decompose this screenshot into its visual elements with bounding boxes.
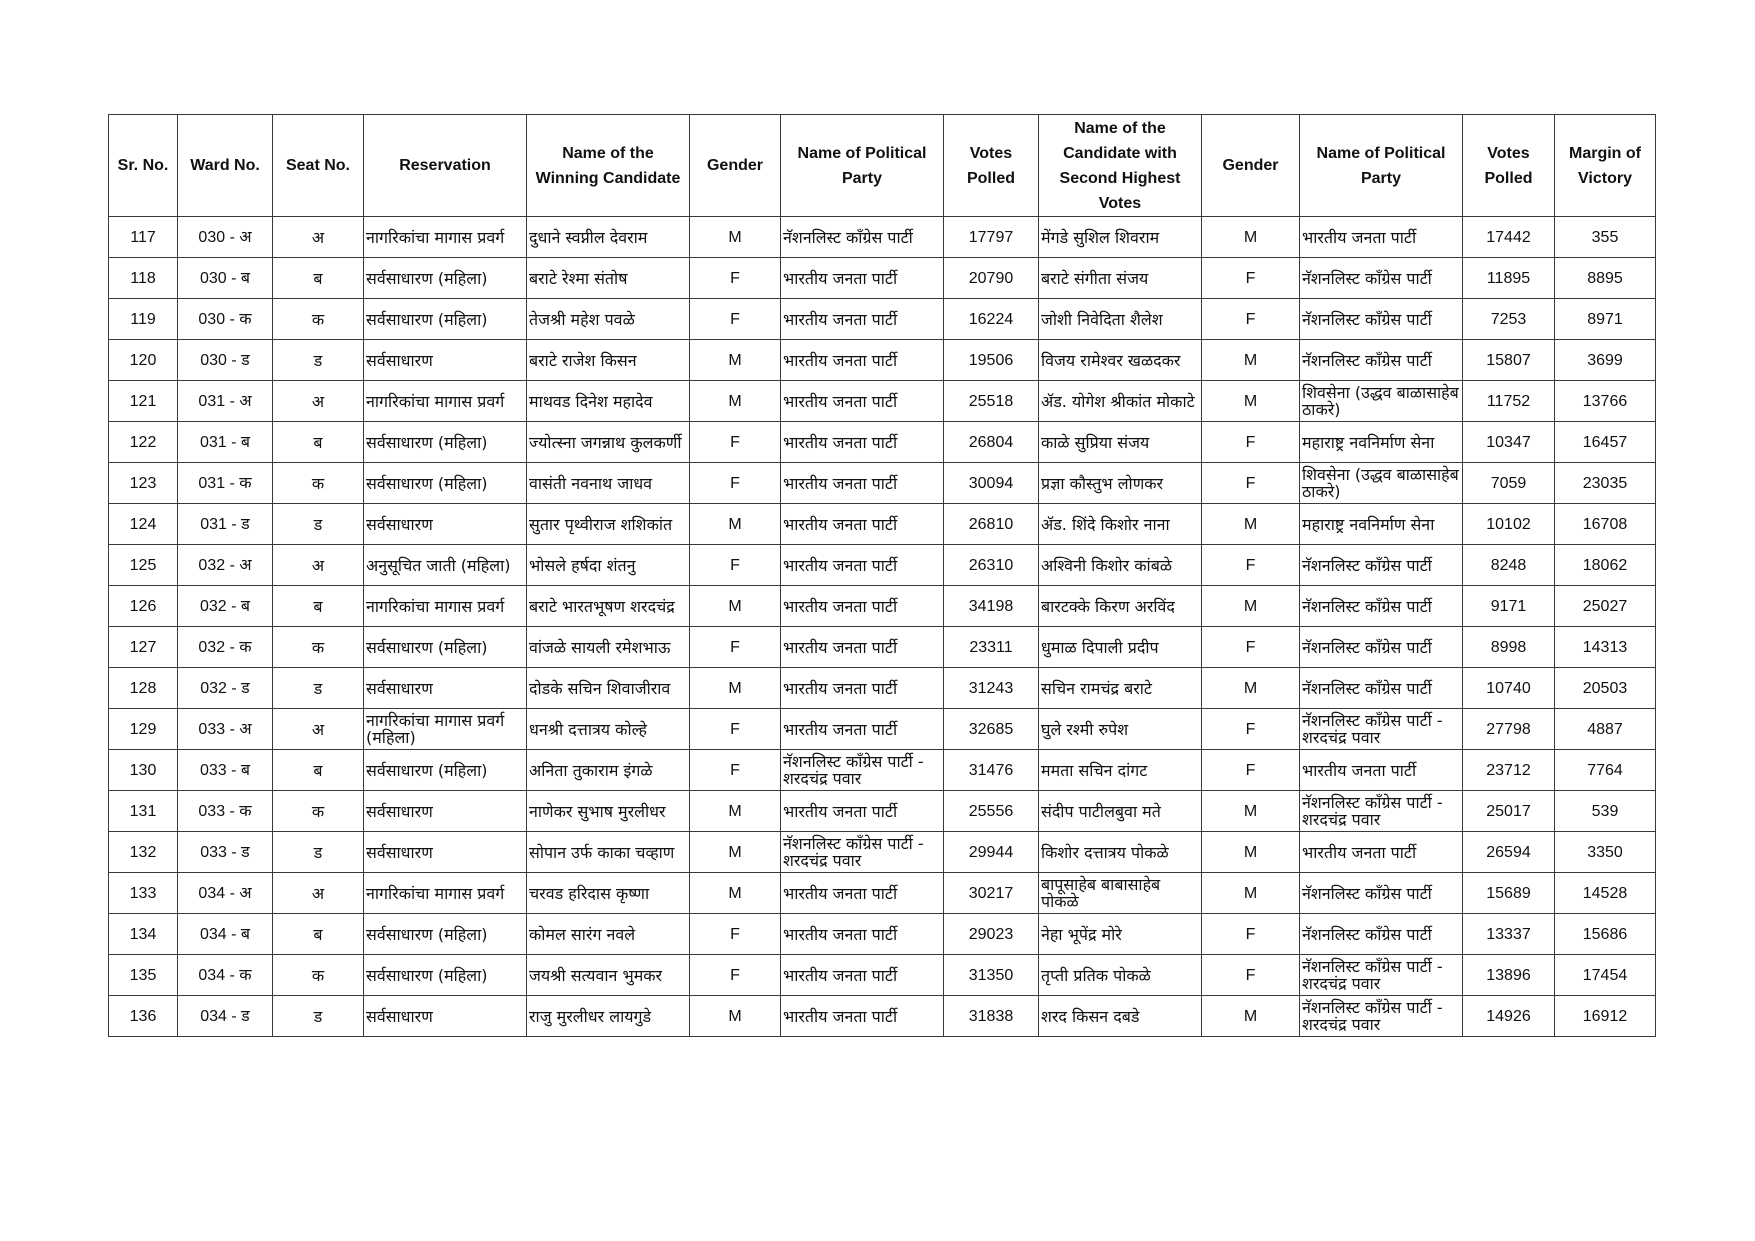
table-row	[109, 709, 1656, 750]
table-row	[109, 832, 1656, 873]
runner-up-party-cell: भारतीय जनता पार्टी	[1300, 217, 1463, 258]
ward-no-cell: 034 - ब	[178, 914, 273, 955]
reservation-cell: सर्वसाधारण (महिला)	[364, 463, 527, 504]
seat-no-cell: ब	[273, 258, 364, 299]
seat-no-cell: ब	[273, 750, 364, 791]
seat-no-cell: क	[273, 463, 364, 504]
runner-up-party-cell: भारतीय जनता पार्टी	[1300, 832, 1463, 873]
winner-votes-cell: 31350	[944, 955, 1039, 996]
runner-up-party-cell: महाराष्ट्र नवनिर्माण सेना	[1300, 504, 1463, 545]
winner-name-cell: चरवड हरिदास कृष्णा	[527, 873, 690, 914]
runner-up-gender-cell: F	[1202, 627, 1300, 668]
margin-cell: 8971	[1555, 299, 1656, 340]
runner-up-party-cell: भारतीय जनता पार्टी	[1300, 750, 1463, 791]
winner-party-cell: भारतीय जनता पार्टी	[781, 299, 944, 340]
table-row	[109, 299, 1656, 340]
winner-name-cell: भोसले हर्षदा शंतनु	[527, 545, 690, 586]
winner-votes-cell: 26310	[944, 545, 1039, 586]
margin-cell: 355	[1555, 217, 1656, 258]
winner-party-cell: भारतीय जनता पार्टी	[781, 873, 944, 914]
winner-votes-cell: 26804	[944, 422, 1039, 463]
reservation-cell: सर्वसाधारण	[364, 996, 527, 1037]
reservation-cell: नागरिकांचा मागास प्रवर्ग	[364, 873, 527, 914]
table-row	[109, 258, 1656, 299]
winner-name-cell: ज्योत्स्ना जगन्नाथ कुलकर्णी	[527, 422, 690, 463]
reservation-cell: सर्वसाधारण	[364, 340, 527, 381]
winner-name-cell: वासंती नवनाथ जाधव	[527, 463, 690, 504]
table-body	[109, 217, 1656, 1037]
runner-up-gender-cell: M	[1202, 381, 1300, 422]
runner-up-name-cell: काळे सुप्रिया संजय	[1039, 422, 1202, 463]
sr-no-cell: 131	[109, 791, 178, 832]
seat-no-cell: अ	[273, 873, 364, 914]
runner-up-votes-cell: 13896	[1463, 955, 1555, 996]
table-row	[109, 586, 1656, 627]
seat-no-cell: ड	[273, 668, 364, 709]
ward-no-cell: 031 - ब	[178, 422, 273, 463]
runner-up-party-cell: नॅशनलिस्ट काँग्रेस पार्टी - शरदचंद्र पवार	[1300, 996, 1463, 1037]
sr-no-cell: 119	[109, 299, 178, 340]
table-row	[109, 422, 1656, 463]
runner-up-votes-cell: 10740	[1463, 668, 1555, 709]
ward-no-cell: 030 - अ	[178, 217, 273, 258]
winner-party-cell: नॅशनलिस्ट काँग्रेस पार्टी	[781, 217, 944, 258]
runner-up-name-cell: जोशी निवेदिता शैलेश	[1039, 299, 1202, 340]
table-row	[109, 791, 1656, 832]
runner-up-party-cell: शिवसेना (उद्धव बाळासाहेब ठाकरे)	[1300, 463, 1463, 504]
reservation-cell: सर्वसाधारण	[364, 668, 527, 709]
table-row	[109, 545, 1656, 586]
margin-cell: 16708	[1555, 504, 1656, 545]
reservation-cell: सर्वसाधारण (महिला)	[364, 258, 527, 299]
winner-party-cell: भारतीय जनता पार्टी	[781, 668, 944, 709]
runner-up-name-cell: धुमाळ दिपाली प्रदीप	[1039, 627, 1202, 668]
winner-gender-cell: F	[690, 627, 781, 668]
runner-up-party-cell: नॅशनलिस्ट काँग्रेस पार्टी	[1300, 668, 1463, 709]
winner-gender-cell: F	[690, 422, 781, 463]
runner-up-party-cell: नॅशनलिस्ट काँग्रेस पार्टी	[1300, 340, 1463, 381]
seat-no-cell: अ	[273, 709, 364, 750]
winner-votes-cell: 25556	[944, 791, 1039, 832]
runner-up-votes-cell: 17442	[1463, 217, 1555, 258]
header-margin: Margin of Victory	[1555, 115, 1656, 217]
runner-up-votes-cell: 10102	[1463, 504, 1555, 545]
ward-no-cell: 033 - ब	[178, 750, 273, 791]
reservation-cell: नागरिकांचा मागास प्रवर्ग	[364, 586, 527, 627]
runner-up-votes-cell: 23712	[1463, 750, 1555, 791]
runner-up-votes-cell: 11752	[1463, 381, 1555, 422]
winner-votes-cell: 26810	[944, 504, 1039, 545]
table-row	[109, 381, 1656, 422]
margin-cell: 14528	[1555, 873, 1656, 914]
winner-name-cell: वांजळे सायली रमेशभाऊ	[527, 627, 690, 668]
winner-party-cell: भारतीय जनता पार्टी	[781, 586, 944, 627]
winner-name-cell: सोपान उर्फ काका चव्हाण	[527, 832, 690, 873]
runner-up-gender-cell: F	[1202, 422, 1300, 463]
winner-party-cell: भारतीय जनता पार्टी	[781, 463, 944, 504]
runner-up-gender-cell: F	[1202, 709, 1300, 750]
ward-no-cell: 034 - क	[178, 955, 273, 996]
ward-no-cell: 034 - अ	[178, 873, 273, 914]
runner-up-gender-cell: F	[1202, 750, 1300, 791]
runner-up-gender-cell: F	[1202, 955, 1300, 996]
table-row	[109, 914, 1656, 955]
runner-up-gender-cell: M	[1202, 832, 1300, 873]
runner-up-votes-cell: 7059	[1463, 463, 1555, 504]
margin-cell: 3350	[1555, 832, 1656, 873]
seat-no-cell: ड	[273, 340, 364, 381]
margin-cell: 4887	[1555, 709, 1656, 750]
winner-name-cell: बराटे रेश्मा संतोष	[527, 258, 690, 299]
ward-no-cell: 032 - ड	[178, 668, 273, 709]
winner-gender-cell: M	[690, 504, 781, 545]
seat-no-cell: ब	[273, 422, 364, 463]
runner-up-votes-cell: 8248	[1463, 545, 1555, 586]
seat-no-cell: ब	[273, 914, 364, 955]
runner-up-name-cell: सचिन रामचंद्र बराटे	[1039, 668, 1202, 709]
table-row	[109, 955, 1656, 996]
winner-votes-cell: 16224	[944, 299, 1039, 340]
winner-party-cell: नॅशनलिस्ट काँग्रेस पार्टी - शरदचंद्र पवार	[781, 832, 944, 873]
margin-cell: 16912	[1555, 996, 1656, 1037]
runner-up-name-cell: ॲड. शिंदे किशोर नाना	[1039, 504, 1202, 545]
winner-gender-cell: M	[690, 873, 781, 914]
winner-party-cell: भारतीय जनता पार्टी	[781, 381, 944, 422]
runner-up-party-cell: नॅशनलिस्ट काँग्रेस पार्टी	[1300, 627, 1463, 668]
winner-party-cell: भारतीय जनता पार्टी	[781, 422, 944, 463]
reservation-cell: नागरिकांचा मागास प्रवर्ग	[364, 381, 527, 422]
reservation-cell: सर्वसाधारण (महिला)	[364, 422, 527, 463]
reservation-cell: सर्वसाधारण	[364, 791, 527, 832]
runner-up-name-cell: ॲड. योगेश श्रीकांत मोकाटे	[1039, 381, 1202, 422]
winner-votes-cell: 31838	[944, 996, 1039, 1037]
table-row	[109, 750, 1656, 791]
sr-no-cell: 118	[109, 258, 178, 299]
header-winner-gender: Gender	[690, 115, 781, 217]
sr-no-cell: 134	[109, 914, 178, 955]
winner-gender-cell: F	[690, 955, 781, 996]
header-runner-up-party: Name of Political Party	[1300, 115, 1463, 217]
header-winner-votes: Votes Polled	[944, 115, 1039, 217]
winner-party-cell: भारतीय जनता पार्टी	[781, 791, 944, 832]
winner-gender-cell: F	[690, 709, 781, 750]
runner-up-name-cell: किशोर दत्तात्रय पोकळे	[1039, 832, 1202, 873]
runner-up-votes-cell: 14926	[1463, 996, 1555, 1037]
table-row	[109, 873, 1656, 914]
margin-cell: 7764	[1555, 750, 1656, 791]
runner-up-party-cell: नॅशनलिस्ट काँग्रेस पार्टी	[1300, 586, 1463, 627]
reservation-cell: सर्वसाधारण (महिला)	[364, 750, 527, 791]
runner-up-name-cell: तृप्ती प्रतिक पोकळे	[1039, 955, 1202, 996]
sr-no-cell: 121	[109, 381, 178, 422]
runner-up-party-cell: शिवसेना (उद्धव बाळासाहेब ठाकरे)	[1300, 381, 1463, 422]
winner-party-cell: भारतीय जनता पार्टी	[781, 545, 944, 586]
sr-no-cell: 124	[109, 504, 178, 545]
winner-party-cell: भारतीय जनता पार्टी	[781, 504, 944, 545]
runner-up-gender-cell: F	[1202, 258, 1300, 299]
winner-gender-cell: M	[690, 217, 781, 258]
winner-gender-cell: M	[690, 996, 781, 1037]
runner-up-party-cell: नॅशनलिस्ट काँग्रेस पार्टी	[1300, 545, 1463, 586]
winner-gender-cell: F	[690, 463, 781, 504]
winner-name-cell: तेजश्री महेश पवळे	[527, 299, 690, 340]
margin-cell: 23035	[1555, 463, 1656, 504]
winner-name-cell: राजु मुरलीधर लायगुडे	[527, 996, 690, 1037]
runner-up-votes-cell: 11895	[1463, 258, 1555, 299]
runner-up-votes-cell: 15807	[1463, 340, 1555, 381]
runner-up-votes-cell: 25017	[1463, 791, 1555, 832]
winner-votes-cell: 31243	[944, 668, 1039, 709]
ward-no-cell: 033 - अ	[178, 709, 273, 750]
margin-cell: 17454	[1555, 955, 1656, 996]
winner-name-cell: दोडके सचिन शिवाजीराव	[527, 668, 690, 709]
runner-up-gender-cell: M	[1202, 996, 1300, 1037]
margin-cell: 20503	[1555, 668, 1656, 709]
sr-no-cell: 130	[109, 750, 178, 791]
margin-cell: 14313	[1555, 627, 1656, 668]
ward-no-cell: 034 - ड	[178, 996, 273, 1037]
sr-no-cell: 128	[109, 668, 178, 709]
winner-gender-cell: M	[690, 381, 781, 422]
winner-votes-cell: 32685	[944, 709, 1039, 750]
winner-name-cell: जयश्री सत्यवान भुमकर	[527, 955, 690, 996]
winner-name-cell: माथवड दिनेश महादेव	[527, 381, 690, 422]
winner-name-cell: नाणेकर सुभाष मुरलीधर	[527, 791, 690, 832]
winner-gender-cell: M	[690, 791, 781, 832]
seat-no-cell: अ	[273, 545, 364, 586]
runner-up-party-cell: नॅशनलिस्ट काँग्रेस पार्टी - शरदचंद्र पवार	[1300, 955, 1463, 996]
sr-no-cell: 123	[109, 463, 178, 504]
runner-up-name-cell: बराटे संगीता संजय	[1039, 258, 1202, 299]
margin-cell: 3699	[1555, 340, 1656, 381]
winner-votes-cell: 23311	[944, 627, 1039, 668]
runner-up-name-cell: शरद किसन दबडे	[1039, 996, 1202, 1037]
runner-up-party-cell: महाराष्ट्र नवनिर्माण सेना	[1300, 422, 1463, 463]
reservation-cell: सर्वसाधारण	[364, 504, 527, 545]
header-runner-up-votes: Votes Polled	[1463, 115, 1555, 217]
header-seat-no: Seat No.	[273, 115, 364, 217]
runner-up-votes-cell: 9171	[1463, 586, 1555, 627]
margin-cell: 15686	[1555, 914, 1656, 955]
winner-gender-cell: M	[690, 340, 781, 381]
margin-cell: 539	[1555, 791, 1656, 832]
runner-up-party-cell: नॅशनलिस्ट काँग्रेस पार्टी - शरदचंद्र पवार	[1300, 709, 1463, 750]
sr-no-cell: 136	[109, 996, 178, 1037]
table-row	[109, 217, 1656, 258]
runner-up-votes-cell: 15689	[1463, 873, 1555, 914]
winner-name-cell: सुतार पृथ्वीराज शशिकांत	[527, 504, 690, 545]
runner-up-votes-cell: 8998	[1463, 627, 1555, 668]
runner-up-party-cell: नॅशनलिस्ट काँग्रेस पार्टी	[1300, 914, 1463, 955]
winner-votes-cell: 34198	[944, 586, 1039, 627]
winner-party-cell: भारतीय जनता पार्टी	[781, 996, 944, 1037]
sr-no-cell: 125	[109, 545, 178, 586]
table-row	[109, 504, 1656, 545]
winner-gender-cell: F	[690, 750, 781, 791]
winner-party-cell: नॅशनलिस्ट काँग्रेस पार्टी - शरदचंद्र पवार	[781, 750, 944, 791]
winner-gender-cell: F	[690, 258, 781, 299]
winner-votes-cell: 20790	[944, 258, 1039, 299]
winner-name-cell: धनश्री दत्तात्रय कोल्हे	[527, 709, 690, 750]
sr-no-cell: 126	[109, 586, 178, 627]
reservation-cell: सर्वसाधारण	[364, 832, 527, 873]
winner-name-cell: कोमल सारंग नवले	[527, 914, 690, 955]
runner-up-name-cell: ममता सचिन दांगट	[1039, 750, 1202, 791]
runner-up-gender-cell: M	[1202, 217, 1300, 258]
winner-name-cell: बराटे राजेश किसन	[527, 340, 690, 381]
runner-up-name-cell: घुले रश्मी रुपेश	[1039, 709, 1202, 750]
winner-votes-cell: 30094	[944, 463, 1039, 504]
ward-no-cell: 032 - अ	[178, 545, 273, 586]
reservation-cell: सर्वसाधारण (महिला)	[364, 914, 527, 955]
header-runner-up-candidate: Name of the Candidate with Second Highest Votes	[1039, 115, 1202, 217]
winner-party-cell: भारतीय जनता पार्टी	[781, 627, 944, 668]
margin-cell: 16457	[1555, 422, 1656, 463]
runner-up-gender-cell: M	[1202, 668, 1300, 709]
winner-votes-cell: 29023	[944, 914, 1039, 955]
runner-up-votes-cell: 27798	[1463, 709, 1555, 750]
winner-party-cell: भारतीय जनता पार्टी	[781, 258, 944, 299]
reservation-cell: नागरिकांचा मागास प्रवर्ग	[364, 217, 527, 258]
seat-no-cell: ब	[273, 586, 364, 627]
ward-no-cell: 030 - ब	[178, 258, 273, 299]
header-ward-no: Ward No.	[178, 115, 273, 217]
ward-no-cell: 031 - ड	[178, 504, 273, 545]
election-results-table	[108, 114, 1656, 1037]
winner-votes-cell: 30217	[944, 873, 1039, 914]
reservation-cell: सर्वसाधारण (महिला)	[364, 299, 527, 340]
seat-no-cell: ड	[273, 996, 364, 1037]
runner-up-name-cell: विजय रामेश्वर खळदकर	[1039, 340, 1202, 381]
seat-no-cell: ड	[273, 504, 364, 545]
runner-up-name-cell: प्रज्ञा कौस्तुभ लोणकर	[1039, 463, 1202, 504]
winner-party-cell: भारतीय जनता पार्टी	[781, 340, 944, 381]
ward-no-cell: 030 - क	[178, 299, 273, 340]
winner-name-cell: अनिता तुकाराम इंगळे	[527, 750, 690, 791]
margin-cell: 8895	[1555, 258, 1656, 299]
runner-up-votes-cell: 26594	[1463, 832, 1555, 873]
runner-up-gender-cell: F	[1202, 914, 1300, 955]
seat-no-cell: क	[273, 627, 364, 668]
runner-up-name-cell: बारटक्के किरण अरविंद	[1039, 586, 1202, 627]
winner-gender-cell: M	[690, 832, 781, 873]
winner-votes-cell: 29944	[944, 832, 1039, 873]
winner-name-cell: बराटे भारतभूषण शरदचंद्र	[527, 586, 690, 627]
runner-up-votes-cell: 7253	[1463, 299, 1555, 340]
seat-no-cell: ड	[273, 832, 364, 873]
sr-no-cell: 133	[109, 873, 178, 914]
ward-no-cell: 032 - ब	[178, 586, 273, 627]
sr-no-cell: 120	[109, 340, 178, 381]
table-row	[109, 340, 1656, 381]
reservation-cell: अनुसूचित जाती (महिला)	[364, 545, 527, 586]
winner-party-cell: भारतीय जनता पार्टी	[781, 914, 944, 955]
seat-no-cell: क	[273, 299, 364, 340]
runner-up-name-cell: मेंगडे सुशिल शिवराम	[1039, 217, 1202, 258]
seat-no-cell: क	[273, 791, 364, 832]
winner-party-cell: भारतीय जनता पार्टी	[781, 955, 944, 996]
table-header	[109, 115, 1656, 217]
runner-up-gender-cell: M	[1202, 873, 1300, 914]
header-winning-candidate: Name of the Winning Candidate	[527, 115, 690, 217]
winner-name-cell: दुधाने स्वप्नील देवराम	[527, 217, 690, 258]
header-sr-no: Sr. No.	[109, 115, 178, 217]
winner-gender-cell: F	[690, 299, 781, 340]
runner-up-name-cell: नेहा भूपेंद्र मोरे	[1039, 914, 1202, 955]
margin-cell: 25027	[1555, 586, 1656, 627]
header-winner-party: Name of Political Party	[781, 115, 944, 217]
runner-up-gender-cell: M	[1202, 586, 1300, 627]
winner-gender-cell: M	[690, 668, 781, 709]
winner-votes-cell: 19506	[944, 340, 1039, 381]
runner-up-gender-cell: F	[1202, 299, 1300, 340]
ward-no-cell: 032 - क	[178, 627, 273, 668]
runner-up-party-cell: नॅशनलिस्ट काँग्रेस पार्टी - शरदचंद्र पवार	[1300, 791, 1463, 832]
runner-up-votes-cell: 13337	[1463, 914, 1555, 955]
reservation-cell: नागरिकांचा मागास प्रवर्ग (महिला)	[364, 709, 527, 750]
reservation-cell: सर्वसाधारण (महिला)	[364, 955, 527, 996]
runner-up-gender-cell: M	[1202, 791, 1300, 832]
reservation-cell: सर्वसाधारण (महिला)	[364, 627, 527, 668]
header-row	[109, 115, 1656, 217]
runner-up-name-cell: अश्विनी किशोर कांबळे	[1039, 545, 1202, 586]
winner-votes-cell: 25518	[944, 381, 1039, 422]
winner-votes-cell: 31476	[944, 750, 1039, 791]
seat-no-cell: अ	[273, 217, 364, 258]
margin-cell: 13766	[1555, 381, 1656, 422]
runner-up-votes-cell: 10347	[1463, 422, 1555, 463]
runner-up-gender-cell: M	[1202, 340, 1300, 381]
sr-no-cell: 122	[109, 422, 178, 463]
ward-no-cell: 033 - क	[178, 791, 273, 832]
winner-gender-cell: M	[690, 586, 781, 627]
header-reservation: Reservation	[364, 115, 527, 217]
table-row	[109, 463, 1656, 504]
runner-up-name-cell: संदीप पाटीलबुवा मते	[1039, 791, 1202, 832]
seat-no-cell: क	[273, 955, 364, 996]
sr-no-cell: 135	[109, 955, 178, 996]
ward-no-cell: 030 - ड	[178, 340, 273, 381]
runner-up-party-cell: नॅशनलिस्ट काँग्रेस पार्टी	[1300, 299, 1463, 340]
runner-up-party-cell: नॅशनलिस्ट काँग्रेस पार्टी	[1300, 873, 1463, 914]
table-row	[109, 996, 1656, 1037]
ward-no-cell: 033 - ड	[178, 832, 273, 873]
ward-no-cell: 031 - अ	[178, 381, 273, 422]
table-row	[109, 627, 1656, 668]
winner-gender-cell: F	[690, 914, 781, 955]
runner-up-gender-cell: F	[1202, 463, 1300, 504]
ward-no-cell: 031 - क	[178, 463, 273, 504]
winner-votes-cell: 17797	[944, 217, 1039, 258]
header-runner-up-gender: Gender	[1202, 115, 1300, 217]
seat-no-cell: अ	[273, 381, 364, 422]
runner-up-gender-cell: F	[1202, 545, 1300, 586]
sr-no-cell: 117	[109, 217, 178, 258]
sr-no-cell: 129	[109, 709, 178, 750]
winner-gender-cell: F	[690, 545, 781, 586]
table-row	[109, 668, 1656, 709]
sr-no-cell: 132	[109, 832, 178, 873]
runner-up-gender-cell: M	[1202, 504, 1300, 545]
sr-no-cell: 127	[109, 627, 178, 668]
winner-party-cell: भारतीय जनता पार्टी	[781, 709, 944, 750]
runner-up-name-cell: बापूसाहेब बाबासाहेब पोकळे	[1039, 873, 1202, 914]
runner-up-party-cell: नॅशनलिस्ट काँग्रेस पार्टी	[1300, 258, 1463, 299]
margin-cell: 18062	[1555, 545, 1656, 586]
